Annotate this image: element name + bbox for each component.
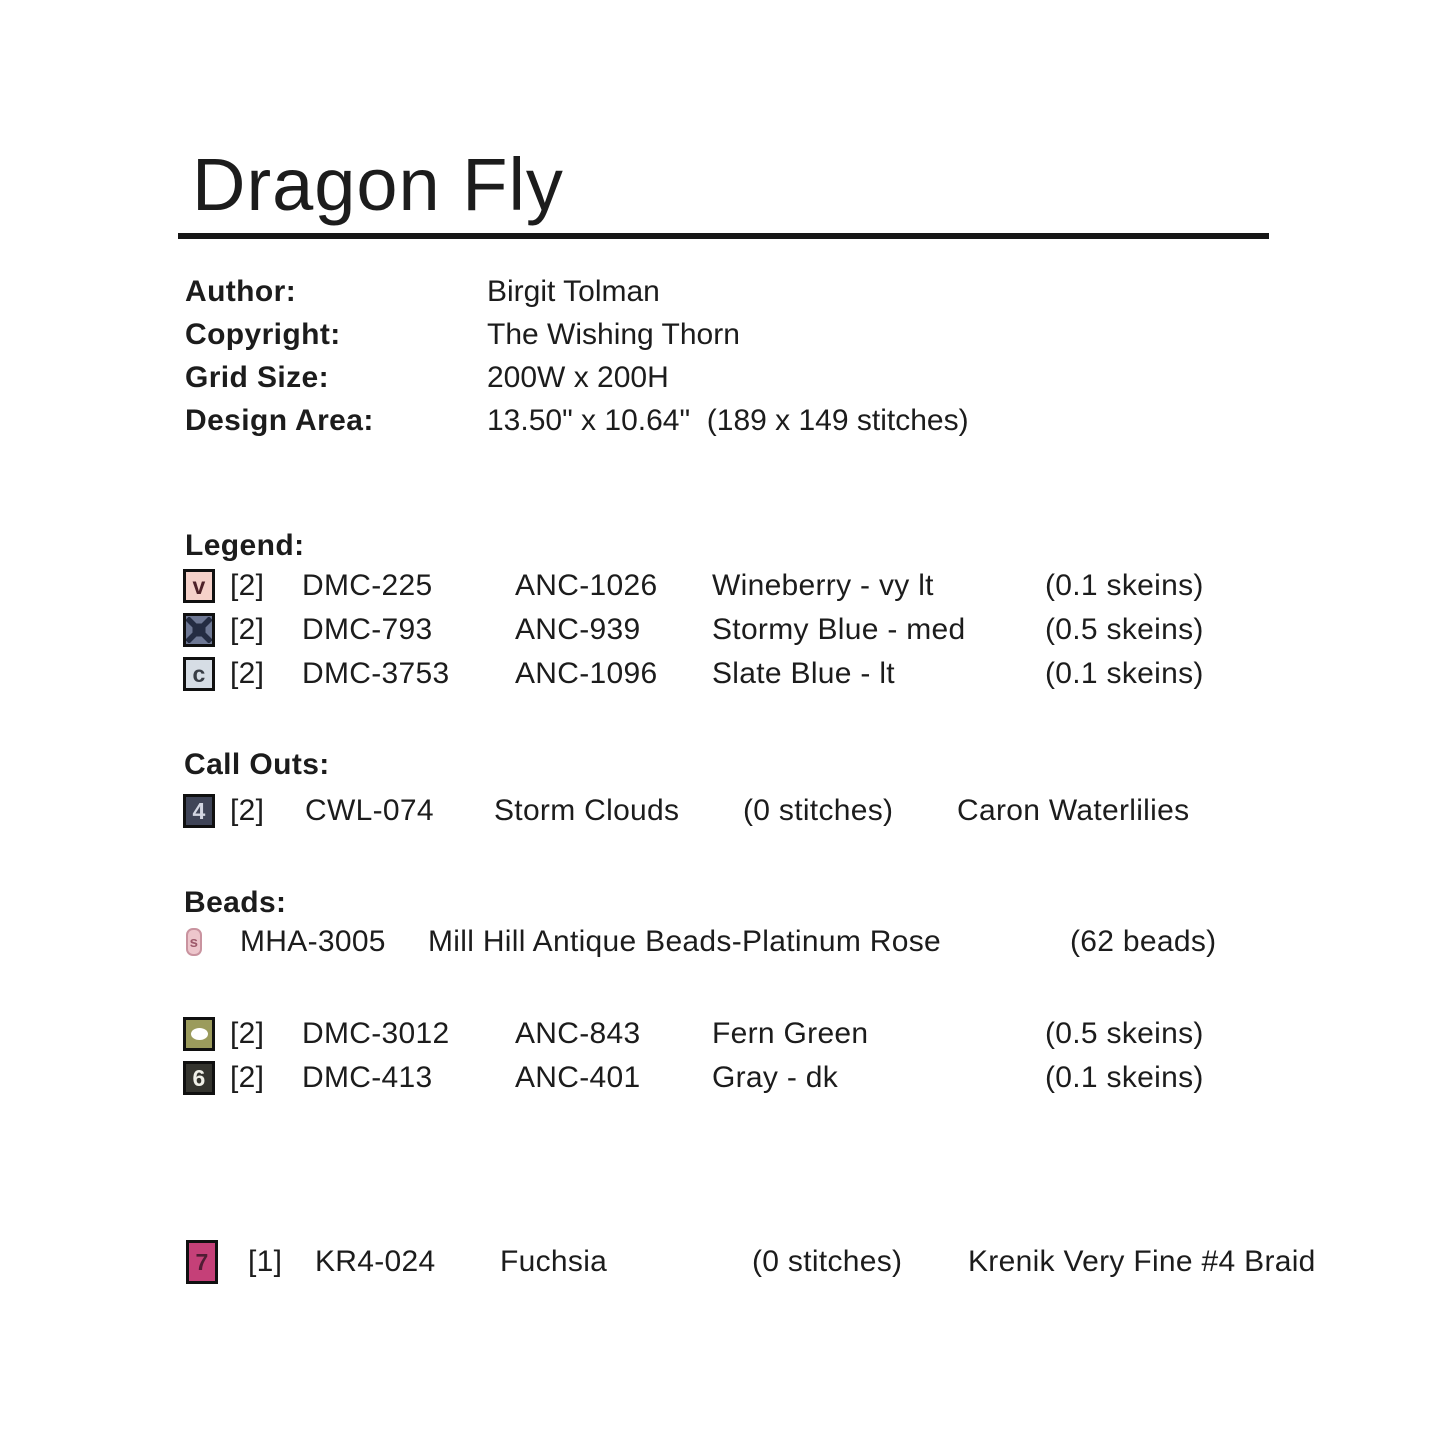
braid-row	[186, 1238, 1316, 1286]
strand-count: [1]	[248, 1245, 283, 1278]
design-area-label: Design Area:	[185, 404, 374, 437]
author-value: Birgit Tolman	[487, 275, 660, 308]
anchor-code: ANC-1026	[515, 569, 658, 602]
skeins-count: (0.5 skeins)	[1045, 1017, 1204, 1050]
fern-green-symbol-icon	[183, 1017, 215, 1051]
color-name: Fern Green	[712, 1017, 869, 1050]
strand-count: [2]	[230, 569, 265, 602]
strand-count: [2]	[230, 1061, 265, 1094]
strand-count: [2]	[230, 613, 265, 646]
stitches-count: (0 stitches)	[752, 1245, 903, 1278]
wineberry-symbol-icon: v	[183, 569, 215, 603]
strand-count: [2]	[230, 657, 265, 690]
threads-table	[183, 1012, 1204, 1100]
color-name: Gray - dk	[712, 1061, 839, 1094]
brand-name: Caron Waterlilies	[957, 794, 1190, 827]
grid-size-value: 200W x 200H	[487, 361, 669, 394]
dmc-code: DMC-3012	[302, 1017, 450, 1050]
callout-row	[183, 789, 1189, 833]
skeins-count: (0.1 skeins)	[1045, 569, 1204, 602]
author-label: Author:	[185, 275, 297, 308]
skeins-count: (0.1 skeins)	[1045, 1061, 1204, 1094]
bead-description: Mill Hill Antique Beads-Platinum Rose	[428, 925, 941, 958]
bead-code: MHA-3005	[240, 925, 386, 958]
dmc-code: DMC-3753	[302, 657, 450, 690]
legend-row	[183, 564, 1204, 608]
gray-dk-symbol-icon: 6	[183, 1061, 215, 1095]
pattern-info-block	[185, 270, 969, 442]
thread-code: CWL-074	[305, 794, 434, 827]
braid-table	[186, 1238, 1316, 1286]
color-name: Slate Blue - lt	[712, 657, 895, 690]
bead-row	[186, 922, 1216, 962]
anchor-code: ANC-401	[515, 1061, 641, 1094]
page-title: Dragon Fly	[192, 143, 564, 226]
dmc-code: DMC-225	[302, 569, 433, 602]
color-name: Storm Clouds	[494, 794, 680, 827]
beads-table	[186, 922, 1216, 962]
strand-count: [2]	[230, 1017, 265, 1050]
title-underline	[178, 233, 1269, 239]
stormy-blue-symbol-icon	[183, 613, 215, 647]
beads-heading: Beads:	[184, 886, 287, 919]
copyright-label: Copyright:	[185, 318, 341, 351]
color-name: Fuchsia	[500, 1245, 608, 1278]
callouts-heading: Call Outs:	[184, 748, 330, 781]
strand-count: [2]	[230, 794, 265, 827]
stitches-count: (0 stitches)	[743, 794, 894, 827]
color-name: Stormy Blue - med	[712, 613, 966, 646]
anchor-code: ANC-939	[515, 613, 641, 646]
fuchsia-symbol-icon: 7	[186, 1240, 218, 1284]
slate-blue-symbol-icon: c	[183, 657, 215, 691]
oval-glyph	[191, 1028, 208, 1040]
copyright-value: The Wishing Thorn	[487, 318, 740, 351]
anchor-code: ANC-843	[515, 1017, 641, 1050]
thread-code: KR4-024	[315, 1245, 436, 1278]
beads-count: (62 beads)	[1070, 925, 1217, 958]
legend-heading: Legend:	[185, 529, 305, 562]
skeins-count: (0.1 skeins)	[1045, 657, 1204, 690]
design-area-value: 13.50" x 10.64" (189 x 149 stitches)	[487, 404, 969, 437]
legend-row	[183, 608, 1204, 652]
storm-clouds-symbol-icon: 4	[183, 794, 215, 828]
bead-icon: s	[186, 928, 202, 956]
brand-name: Krenik Very Fine #4 Braid	[968, 1245, 1316, 1278]
skeins-count: (0.5 skeins)	[1045, 613, 1204, 646]
legend-row	[183, 652, 1204, 696]
legend-table	[183, 564, 1204, 696]
thread-row	[183, 1012, 1204, 1056]
callouts-table	[183, 789, 1189, 833]
grid-size-label: Grid Size:	[185, 361, 330, 394]
color-name: Wineberry - vy lt	[712, 569, 934, 602]
thread-row	[183, 1056, 1204, 1100]
dmc-code: DMC-413	[302, 1061, 433, 1094]
anchor-code: ANC-1096	[515, 657, 658, 690]
dmc-code: DMC-793	[302, 613, 433, 646]
